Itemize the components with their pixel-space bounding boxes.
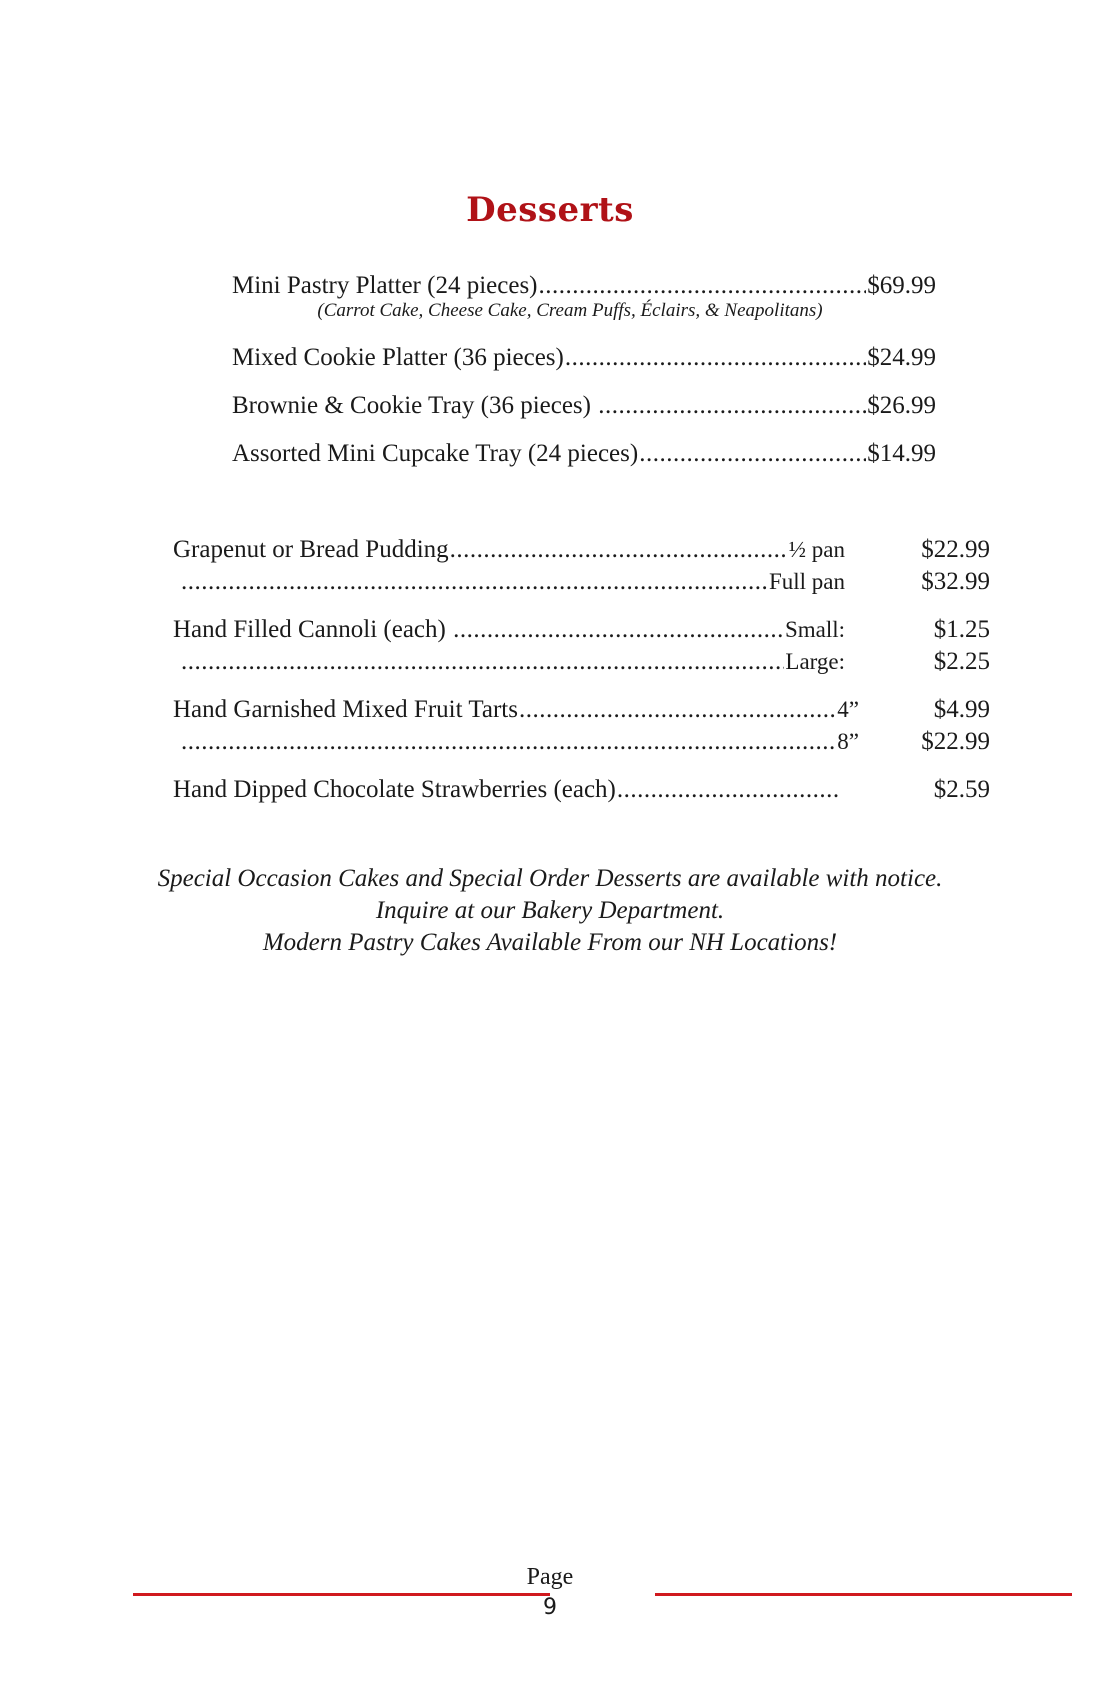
menu-item-row xyxy=(232,270,936,302)
notice-line: Modern Pastry Cakes Available From our NH Locations! xyxy=(262,929,838,956)
item-price: $14.99 xyxy=(867,440,936,467)
menu-item-row xyxy=(180,646,845,678)
dot-leader xyxy=(617,774,840,806)
dot-leader xyxy=(450,534,788,566)
item-name: Grapenut or Bread Pudding xyxy=(173,536,449,563)
item-name: Hand Garnished Mixed Fruit Tarts xyxy=(173,696,518,723)
item-price: $22.99 xyxy=(921,728,990,755)
item-size: ½ pan xyxy=(788,537,845,562)
item-price: $26.99 xyxy=(867,392,936,419)
dot-leader xyxy=(453,614,784,646)
item-size: 8” xyxy=(837,729,859,754)
dot-leader xyxy=(181,726,836,758)
menu-item-row xyxy=(180,566,845,598)
item-price: $32.99 xyxy=(921,568,990,595)
dot-leader xyxy=(598,390,866,422)
item-size: Large: xyxy=(785,649,845,674)
platter-contents-note: (Carrot Cake, Cheese Cake, Cream Puffs, Éclairs, & Neapolitans) xyxy=(317,300,823,321)
dot-leader xyxy=(519,694,836,726)
menu-item-row xyxy=(232,438,936,470)
footer-page-label: Page xyxy=(526,1564,574,1590)
dot-leader xyxy=(181,566,768,598)
item-size: Small: xyxy=(784,617,845,642)
notice-line: Special Occasion Cakes and Special Order Desserts are available with notice. xyxy=(157,865,943,892)
menu-item-row xyxy=(173,694,859,726)
item-name: Hand Filled Cannoli (each) xyxy=(173,616,453,643)
item-size: Full pan xyxy=(768,569,845,594)
item-price: $4.99 xyxy=(933,696,990,723)
item-price: $24.99 xyxy=(867,344,936,371)
item-price: $1.25 xyxy=(933,616,990,643)
item-name: Mixed Cookie Platter (36 pieces) xyxy=(232,344,564,371)
footer-page-number: 9 xyxy=(543,1595,557,1620)
menu-item-row xyxy=(232,342,936,374)
item-price: $22.99 xyxy=(921,536,990,563)
item-name: Mini Pastry Platter (24 pieces) xyxy=(232,272,538,299)
menu-item-row xyxy=(173,534,845,566)
dot-leader xyxy=(565,342,866,374)
notice-line: Inquire at our Bakery Department. xyxy=(375,897,725,924)
menu-item-row xyxy=(173,774,841,806)
dot-leader xyxy=(539,270,867,302)
page-title: Desserts xyxy=(466,190,634,230)
item-name: Hand Dipped Chocolate Strawberries (each) xyxy=(173,776,616,803)
menu-item-row xyxy=(232,390,936,422)
dot-leader xyxy=(639,438,866,470)
item-price: $2.25 xyxy=(933,648,990,675)
item-size: 4” xyxy=(837,697,859,722)
menu-item-row xyxy=(173,614,845,646)
item-name: Brownie & Cookie Tray (36 pieces) xyxy=(232,392,598,419)
item-price: $2.59 xyxy=(933,776,990,803)
dot-leader xyxy=(181,646,784,678)
menu-item-row xyxy=(180,726,859,758)
item-name: Assorted Mini Cupcake Tray (24 pieces) xyxy=(232,440,639,467)
item-price: $69.99 xyxy=(867,272,936,299)
